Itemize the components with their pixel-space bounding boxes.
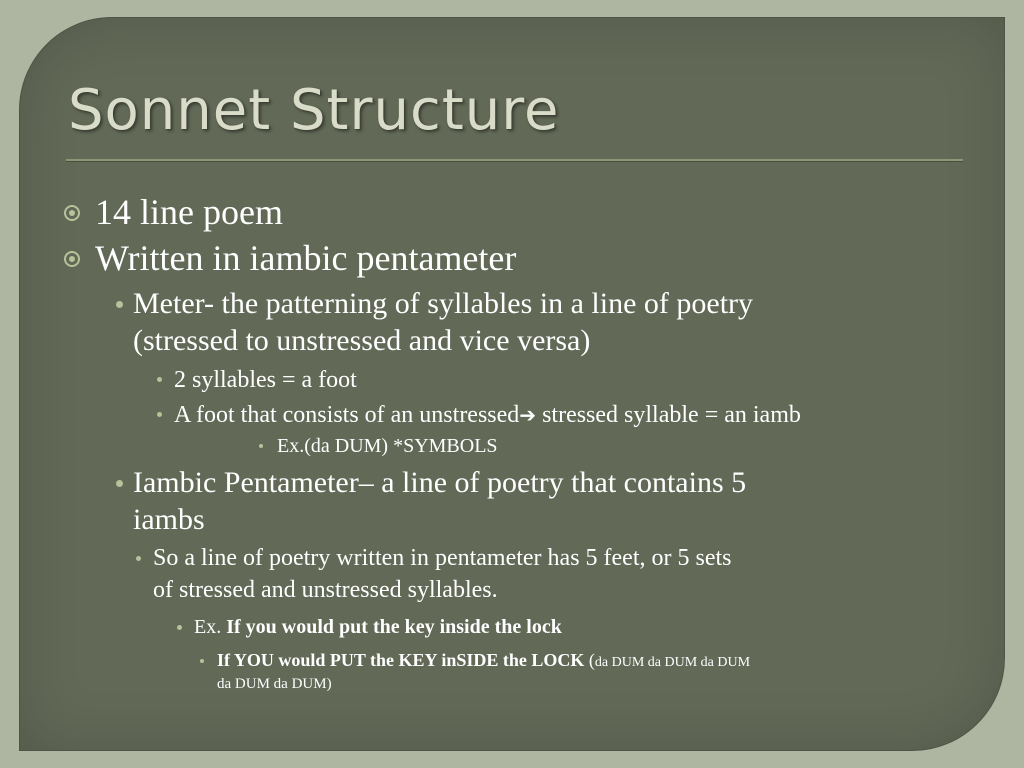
da-dum-pattern-part1: da DUM da DUM da DUM bbox=[594, 655, 751, 670]
example-sentence: If you would put the key inside the lock bbox=[226, 616, 562, 638]
dot-bullet-icon bbox=[116, 301, 123, 308]
meter-definition-line2: (stressed to unstressed and vice versa) bbox=[133, 324, 591, 357]
target-bullet-icon bbox=[64, 205, 80, 221]
dot-bullet-icon bbox=[177, 625, 182, 630]
foot-definition: 2 syllables = a foot bbox=[174, 367, 357, 393]
iamb-definition bbox=[174, 400, 801, 430]
dot-bullet-icon bbox=[259, 444, 263, 448]
pentameter-definition-line2: iambs bbox=[133, 503, 205, 536]
pentameter-definition-line1: Iambic Pentameter– a line of poetry that contains 5 bbox=[133, 466, 747, 499]
slide-title: Sonnet Structure bbox=[68, 78, 560, 143]
pentameter-feet-line1: So a line of poetry written in pentameter has 5 feet, or 5 sets bbox=[153, 545, 732, 571]
stressed-sentence: If YOU would PUT the KEY inSIDE the LOCK bbox=[217, 650, 585, 670]
iamb-definition-start: A foot that consists of an unstressed bbox=[174, 402, 520, 428]
example-prefix: Ex. bbox=[194, 616, 227, 638]
bullet-iambic-pentameter: Written in iambic pentameter bbox=[95, 238, 517, 278]
stressed-example-line1 bbox=[217, 649, 750, 674]
da-dum-pattern-part2: da DUM da DUM) bbox=[217, 676, 332, 692]
meter-definition-line1: Meter- the patterning of syllables in a line of poetry bbox=[133, 287, 754, 320]
dot-bullet-icon bbox=[200, 659, 204, 663]
dot-bullet-icon bbox=[136, 556, 141, 561]
dot-bullet-icon bbox=[157, 412, 162, 417]
key-lock-example bbox=[194, 614, 562, 640]
bullet-14-line-poem: 14 line poem bbox=[95, 192, 283, 232]
stressed-paren: ( bbox=[584, 650, 595, 670]
pentameter-feet-line2: of stressed and unstressed syllables. bbox=[153, 577, 498, 603]
arrow-right-icon: ➔ bbox=[519, 403, 537, 427]
dot-bullet-icon bbox=[157, 377, 162, 382]
dot-bullet-icon bbox=[116, 480, 123, 487]
iamb-definition-end: stressed syllable = an iamb bbox=[536, 402, 801, 428]
target-bullet-icon bbox=[64, 251, 80, 267]
da-dum-example: Ex.(da DUM) *SYMBOLS bbox=[277, 435, 498, 457]
